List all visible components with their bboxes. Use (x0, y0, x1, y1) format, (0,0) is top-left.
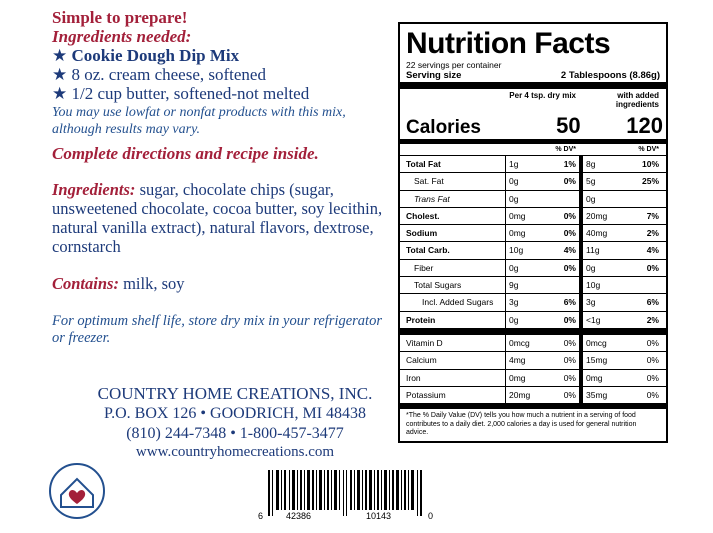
barcode-digit: 10143 (366, 511, 392, 520)
nutrient-name: Total Fat (406, 159, 441, 169)
nutrient-amount-mix: 3g (505, 294, 547, 310)
nutrient-amount-prepared: <1g (579, 312, 624, 328)
nutrient-amount-mix: 0g (505, 312, 547, 328)
calories-row: Calories 50 120 (400, 113, 666, 144)
nutrient-dv-prepared: 2% (646, 314, 659, 325)
product-info (52, 8, 392, 347)
nutrient-amount-mix: 0g (505, 191, 547, 207)
nutrient-amount-mix: 4mg (505, 352, 547, 368)
nutrient-amount-mix: 10g (505, 242, 547, 258)
nutrient-name: Potassium (406, 389, 446, 400)
barcode (258, 470, 438, 520)
column-headers: Per 4 tsp. dry mix with added ingredients (509, 91, 659, 109)
simple-heading: Simple to prepare! (52, 8, 188, 27)
nutrient-row (400, 260, 666, 277)
nutrient-dv-mix: 1% (563, 159, 576, 169)
nutrient-row (400, 156, 666, 173)
nutrient-row (400, 208, 666, 225)
company-name: COUNTRY HOME CREATIONS, INC. (97, 384, 373, 403)
nutrient-dv-prepared: 0% (646, 372, 659, 383)
nutrient-amount-mix: 1g (505, 156, 547, 172)
nutrient-amount-prepared: 8g (579, 156, 624, 172)
contains-line: Contains: milk, soy (52, 274, 185, 293)
dv-footnote: *The % Daily Value (DV) tells you how much a nutrient in a serving of food contributes to a daily diet. 2,000 calories a day is used for general nutrition advice. (400, 404, 666, 441)
nutrient-dv-mix: 0% (563, 176, 576, 187)
nutrient-dv-prepared: 0% (646, 355, 659, 366)
nutrient-dv-mix: 4% (563, 245, 576, 256)
company-website[interactable]: www.countryhomecreations.com (135, 444, 335, 460)
nutrient-dv-prepared: 0% (646, 389, 659, 400)
nutrient-dv-mix: 0% (563, 210, 576, 221)
nutrient-row (400, 387, 666, 404)
nutrient-amount-prepared: 0g (579, 260, 624, 276)
nutrient-name: Fiber (414, 262, 434, 273)
nutrient-dv-mix: 0% (563, 389, 576, 400)
needed-item: ★ Cookie Dough Dip Mix (52, 46, 240, 65)
nutrient-amount-mix: 0mg (505, 370, 547, 386)
nutrient-dv-prepared: 25% (641, 176, 659, 187)
needed-item: ★ 1/2 cup butter, softened-not melted (52, 84, 310, 103)
nutrient-row (400, 191, 666, 208)
nutrient-name: Incl. Added Sugars (422, 297, 494, 308)
company-phone: (810) 244-7348 • 1-800-457-3477 (126, 425, 344, 442)
nutrient-dv-prepared: 6% (646, 297, 659, 308)
nutrient-row (400, 173, 666, 190)
nutrient-dv-prepared: 4% (646, 245, 659, 256)
needed-item: ★ 8 oz. cream cheese, softened (52, 65, 266, 84)
nutrient-amount-prepared: 15mg (579, 352, 624, 368)
nutrient-table (400, 156, 666, 404)
nutrient-name: Total Sugars (414, 280, 462, 291)
ingredients-needed-heading: Ingredients needed: (52, 27, 192, 46)
nutrient-dv-mix (547, 191, 579, 207)
dv-header: % DV* % DV* (400, 144, 666, 156)
nutrient-row (400, 370, 666, 387)
nutrient-dv-mix: 0% (563, 337, 576, 348)
nutrient-dv-mix: 0% (563, 355, 576, 366)
nutrient-amount-prepared: 40mg (579, 225, 624, 241)
nutrient-row (400, 277, 666, 294)
nutrient-name: Protein (406, 314, 436, 325)
nutrient-dv-mix: 0% (563, 314, 576, 325)
barcode-digit: 42386 (286, 511, 312, 520)
nutrient-amount-prepared: 5g (579, 173, 624, 189)
nutrition-title: Nutrition Facts (406, 27, 611, 60)
nutrient-amount-mix: 0mcg (505, 335, 547, 351)
nutrient-dv-prepared: 0% (646, 337, 659, 348)
servings-per-container: 22 servings per container (406, 60, 502, 70)
nutrient-name: Total Carb. (406, 245, 450, 256)
serving-size: Serving size 2 Tablespoons (8.86g) (400, 70, 666, 89)
company-address: P.O. BOX 126 • GOODRICH, MI 48438 (103, 405, 367, 422)
directions-note: Complete directions and recipe inside. (52, 144, 319, 163)
nutrient-name: Sat. Fat (414, 176, 444, 187)
nutrient-amount-prepared: 35mg (579, 387, 624, 403)
nutrient-row (400, 335, 666, 352)
storage-note: For optimum shelf life, store dry mix in your refrigerator or freezer. (52, 313, 382, 346)
ingredients-list: Ingredients: sugar, chocolate chips (sugar, unsweetened chocolate, cocoa butter, soy lecithin, natural vanilla extract), natural flavors, dextrose, cornstarch (52, 180, 383, 256)
nutrient-dv-mix: 6% (563, 297, 576, 308)
nutrient-amount-prepared: 0mg (579, 370, 624, 386)
nutrient-dv-mix: 0% (563, 228, 576, 239)
barcode-digit: 0 (428, 511, 434, 520)
nutrient-row (400, 225, 666, 242)
nutrient-dv-prepared: 7% (646, 210, 659, 221)
nutrient-row (400, 294, 666, 311)
nutrient-dv-mix (547, 277, 579, 293)
nutrient-name: Iron (406, 372, 421, 383)
nutrient-amount-mix: 0mg (505, 225, 547, 241)
nutrient-dv-prepared: 2% (646, 228, 659, 239)
barcode-digit: 6 (258, 511, 264, 520)
nutrient-amount-mix: 20mg (505, 387, 547, 403)
nutrient-name: Calcium (406, 355, 437, 366)
nutrient-amount-prepared: 10g (579, 277, 624, 293)
nutrient-dv-prepared (624, 191, 662, 207)
nutrient-dv-prepared (624, 277, 662, 293)
nutrient-amount-prepared: 20mg (579, 208, 624, 224)
nutrient-amount-prepared: 0g (579, 191, 624, 207)
nutrient-dv-prepared: 10% (641, 159, 659, 169)
nutrient-name: Sodium (406, 228, 438, 239)
nutrient-amount-mix: 0mg (505, 208, 547, 224)
nutrient-amount-prepared: 0mcg (579, 335, 624, 351)
nutrient-amount-mix: 0g (505, 260, 547, 276)
lowfat-note: You may use lowfat or nonfat products with this mix, although results may vary. (52, 105, 346, 137)
nutrient-name: Cholest. (406, 210, 440, 221)
nutrient-amount-mix: 0g (505, 173, 547, 189)
nutrient-amount-mix: 9g (505, 277, 547, 293)
logo-icon (48, 462, 106, 520)
nutrient-amount-prepared: 11g (579, 242, 624, 258)
nutrient-dv-prepared: 0% (646, 262, 659, 273)
nutrient-name: Vitamin D (406, 337, 443, 348)
nutrient-name: Trans Fat (414, 193, 450, 204)
nutrient-amount-prepared: 3g (579, 294, 624, 310)
nutrition-facts-panel (398, 22, 668, 443)
nutrient-row (400, 242, 666, 259)
nutrient-dv-mix: 0% (563, 262, 576, 273)
nutrient-row (400, 312, 666, 335)
nutrient-row (400, 352, 666, 369)
nutrient-dv-mix: 0% (563, 372, 576, 383)
